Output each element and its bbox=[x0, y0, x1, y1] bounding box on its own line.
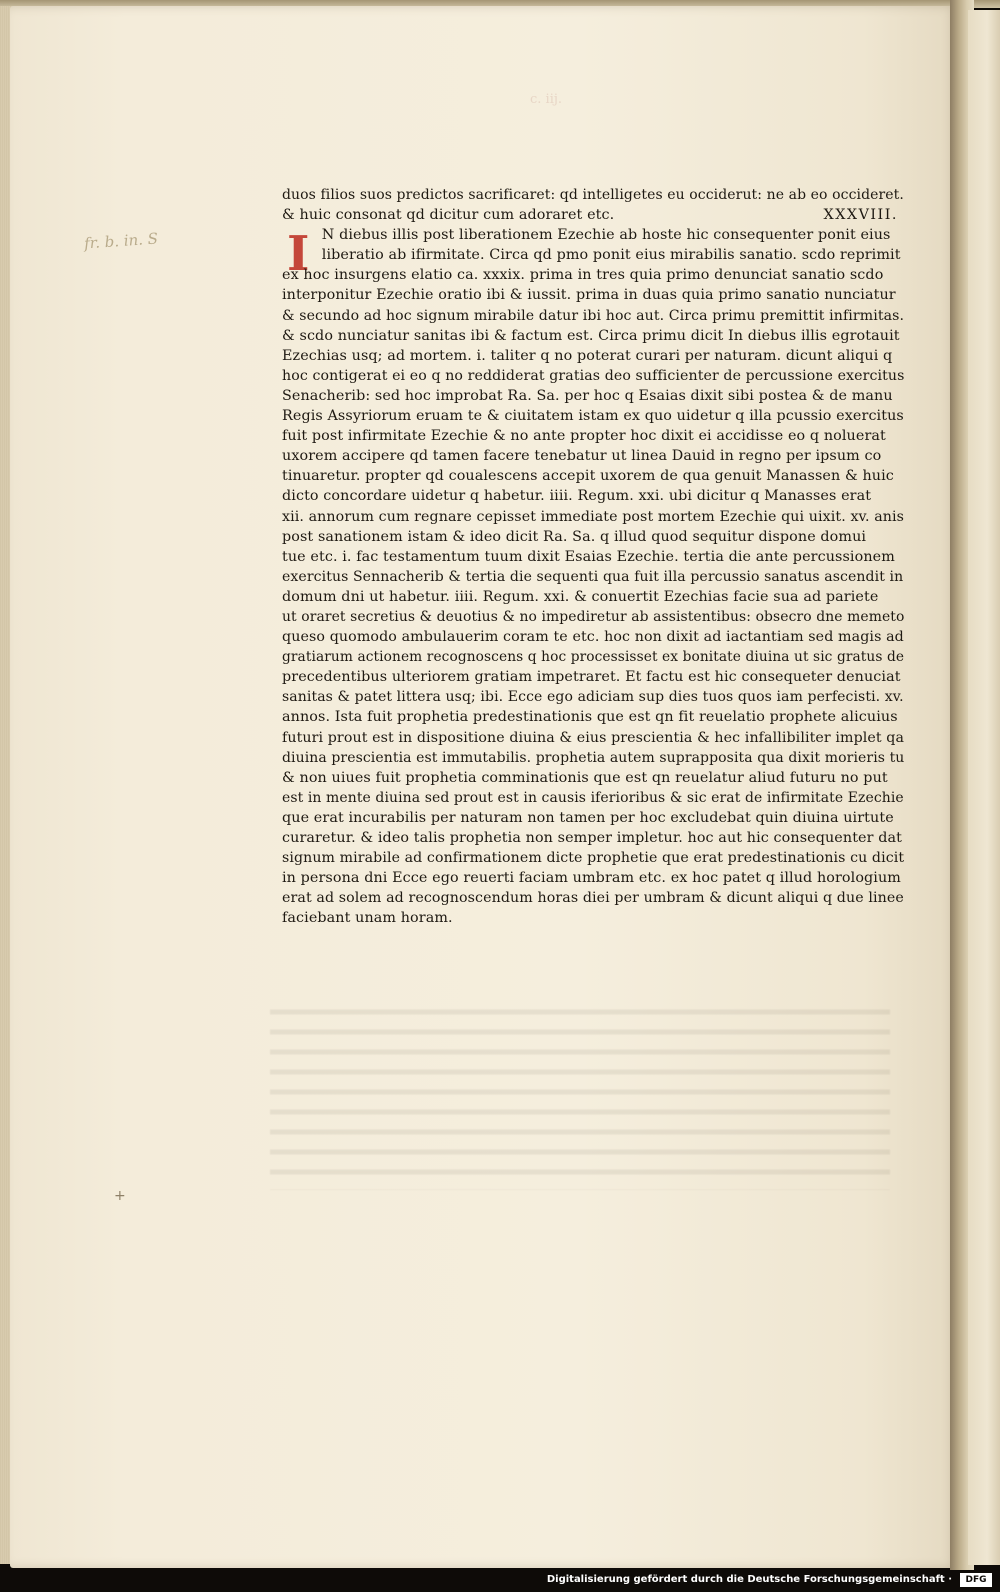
page-mark: + bbox=[114, 1188, 126, 1204]
footer-bar bbox=[0, 1570, 1000, 1592]
text-line: liberatio ab ifirmitate. Circa qd pmo ponit eius mirabilis sanatio. scdo reprimit bbox=[321, 247, 901, 264]
text-line: tue etc. i. fac testamentum tuum dixit Esaias Ezechie. tertia die ante percussionem bbox=[282, 548, 895, 565]
text-line: interponitur Ezechie oratio ibi & iussit. prima in duas quia primo sanatio nunciatur bbox=[282, 287, 896, 304]
text-line: tinuaretur. propter qd coualescens accepit uxorem de qua genuit Manassen & huic bbox=[282, 468, 894, 485]
dfg-logo: DFG bbox=[960, 1573, 992, 1587]
text-line: Ezechias usq; ad mortem. i. taliter q no poterat curari per naturam. dicunt aliqui q bbox=[282, 347, 893, 364]
text-line: fuit post infirmitate Ezechie & no ante propter hoc dixit ei accidisse eo q noluerat bbox=[282, 428, 886, 445]
text-line: domum dni ut habetur. iiii. Regum. xxi. & conuertit Ezechias facie sua ad pariete bbox=[282, 588, 879, 605]
text-line: xii. annorum cum regnare cepisset immediate post mortem Ezechie qui uixit. xv. anis bbox=[282, 508, 905, 525]
text-line: curaretur. & ideo talis prophetia non semper impletur. hoc aut hic consequenter dat bbox=[282, 830, 902, 846]
funding-credit: Digitalisierung gefördert durch die Deutsche Forschungsgemeinschaft · bbox=[546, 1574, 952, 1585]
text-line: Regis Assyriorum eruam te & ciuitatem istam ex quo uidetur q illa pcussio exercitus bbox=[282, 408, 904, 425]
text-line: ex hoc insurgens elatio ca. xxxix. prima in tres quia primo denunciat sanatio scdo bbox=[282, 267, 884, 284]
text-line: gratiarum actionem recognoscens q hoc processisset ex bonitate diuina ut sic gratus de bbox=[282, 649, 905, 666]
text-line: & secundo ad hoc signum mirabile datur ibi hoc aut. Circa primu premittit infirmitas. bbox=[282, 307, 905, 324]
text-line: futuri prout est in dispositione diuina & eius prescientia & hec infallibiliter implet qa bbox=[282, 729, 905, 746]
text-line bbox=[282, 205, 904, 225]
text-line: sanitas & patet littera usq; ibi. Ecce ego adiciam sup dies tuos quos iam perfecisti. xv. bbox=[282, 689, 904, 706]
text-line: est in mente diuina sed prout est in causis iferioribus & sic erat de infirmitate Ezechie bbox=[282, 789, 904, 806]
show-through-text bbox=[270, 1000, 890, 1190]
page-header-ghost: c. iij. bbox=[530, 92, 563, 107]
text-line: erat ad solem ad recognoscendum horas diei per umbram & dicunt aliqui q due linee bbox=[282, 890, 904, 907]
text-line: dicto concordare uidetur q habetur. iiii. Regum. xxi. ubi dicitur q Manasses erat bbox=[282, 488, 872, 505]
text-line: duos filios suos predictos sacrificaret: qd intelligetes eu occiderut: ne ab eo occideret. bbox=[282, 187, 904, 203]
text-line: diuina prescientia est immutabilis. prophetia autem suprapposita qua dixit morieris tu bbox=[282, 749, 905, 766]
facing-page-edge bbox=[968, 10, 1000, 1565]
text-column bbox=[282, 185, 907, 928]
margin-annotation: fr. b. in. S bbox=[83, 229, 159, 253]
text-line: N diebus illis post liberationem Ezechie ab hoste hic consequenter ponit eius bbox=[321, 227, 891, 244]
chapter-number: XXXVIII. bbox=[823, 207, 898, 224]
text-line: que erat incurabilis per naturam non tamen per hoc excludebat quin diuina uirtute bbox=[282, 809, 894, 826]
body-text bbox=[282, 225, 907, 928]
text-line: post sanationem istam & ideo dicit Ra. Sa. q illud quod sequitur dispone domui bbox=[282, 528, 867, 545]
text-line: Senacherib: sed hoc improbat Ra. Sa. per hoc q Esaias dixit sibi postea & de manu bbox=[282, 387, 893, 404]
text-line: signum mirabile ad confirmationem dicte prophetie que erat predestinationis cu dicit bbox=[282, 850, 905, 867]
text-line: exercitus Sennacherib & tertia die sequenti qua fuit illa percussio sanatus ascendit in bbox=[282, 568, 904, 585]
text-line: hoc contigerat ei eo q no reddiderat gratias deo sufficienter de percussione exercitus bbox=[282, 367, 905, 384]
text-line: precedentibus ulteriorem gratiam impetraret. Et factu est hic consequeter denuciat bbox=[282, 669, 901, 686]
rubricated-initial: I bbox=[287, 226, 310, 282]
text-line-content: & huic consonat qd dicitur cum adoraret etc. bbox=[282, 207, 615, 224]
text-line: & scdo nunciatur sanitas ibi & factum est. Circa primu dicit In diebus illis egrotauit bbox=[282, 327, 900, 344]
text-line: queso quomodo ambulauerim coram te etc. hoc non dixit ad iactantiam sed magis ad bbox=[282, 629, 904, 646]
text-line: & non uiues fuit prophetia comminationis que est qn reuelatur aliud futuru no put bbox=[282, 769, 888, 786]
text-line: in persona dni Ecce ego reuerti faciam umbram etc. ex hoc patet q illud horologium bbox=[282, 870, 901, 887]
text-line: annos. Ista fuit prophetia predestinationis que est qn fit reuelatio prophete alicuius bbox=[282, 709, 898, 726]
text-line: faciebant unam horam. bbox=[282, 910, 453, 927]
text-line: uxorem accipere qd tamen facere tenebatur ut linea Dauid in regno per ipsum co bbox=[282, 448, 882, 465]
text-line: ut oraret secretius & deuotius & no impediretur ab assistentibus: obsecro dne memeto bbox=[282, 608, 905, 625]
